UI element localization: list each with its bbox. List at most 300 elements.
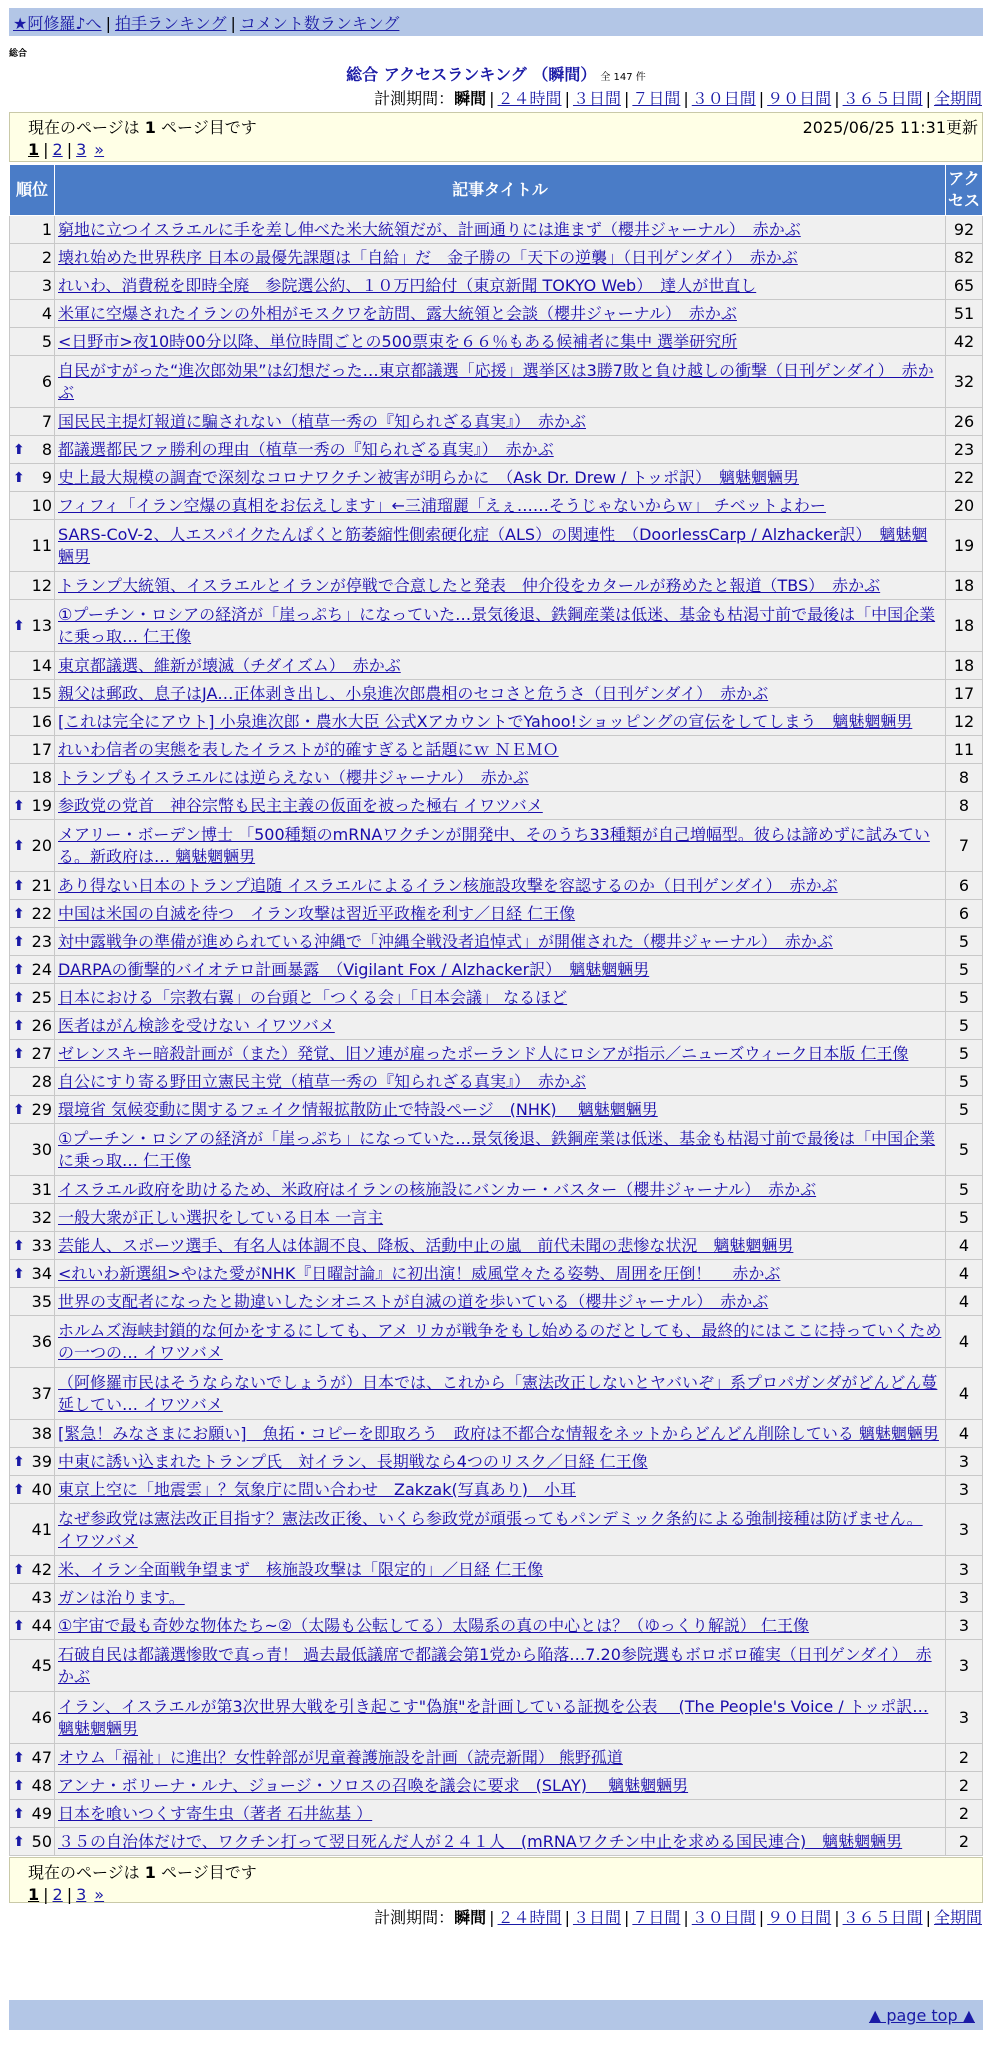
access-count: 18 (946, 572, 983, 600)
article-link[interactable]: 都議選都民ファ勝利の理由（植草一秀の『知られざる真実』） 赤かぶ (58, 439, 554, 459)
rank-number: 40 (31, 1479, 52, 1499)
page-current-bottom: 1 (28, 1885, 40, 1904)
article-link[interactable]: SARS-CoV-2、人エスパイクたんぱくと筋萎縮性側索硬化症（ALS）の関連性 （DoorlessCarp / Alzhacker訳） 魑魅魍魎男 (58, 524, 928, 566)
table-row (10, 736, 983, 764)
nav-comment-ranking[interactable]: コメント数ランキング (239, 14, 400, 33)
page-title: 総合 アクセスランキング （瞬間） (346, 65, 597, 84)
article-link[interactable]: 壊れ始めた世界秩序 日本の最優先課題は「自給」だ 金子勝の「天下の逆襲」（日刊ゲンダイ） 赤かぶ (58, 247, 798, 267)
rank-number: 13 (31, 615, 52, 635)
title-cell (55, 1640, 946, 1692)
rank-cell (10, 272, 55, 300)
title-cell (55, 1584, 946, 1612)
page-link-2-bottom[interactable]: 2 (52, 1885, 63, 1904)
article-link[interactable]: <日野市>夜10時00分以降、単位時間ごとの500票束を６６％もある候補者に集中 選挙研究所 (58, 331, 738, 351)
title-cell (55, 1612, 946, 1640)
title-cell (55, 1692, 946, 1744)
rank-number: 27 (31, 1043, 52, 1063)
rank-number: 12 (31, 575, 52, 595)
header-access: アクセス (946, 165, 983, 216)
title-cell (55, 436, 946, 464)
rank-number: 15 (31, 683, 52, 703)
rank-number: 17 (31, 739, 52, 759)
article-link[interactable]: 東京上空に「地震雲」？気象庁に問い合わせ Zakzak(写真あり) 小耳 (58, 1479, 576, 1499)
page-links: 1 | 2 | 3 » (28, 140, 105, 159)
access-count: 4 (946, 1232, 983, 1260)
table-row (10, 1012, 983, 1040)
access-count: 5 (946, 956, 983, 984)
article-link[interactable]: トランプ大統領、イスラエルとイランが停戦で合意したと発表 仲介役をカタールが務めたと報道（TBS） 赤かぶ (58, 575, 881, 595)
rank-number: 1 (41, 219, 52, 239)
total-count: 全 147 件 (600, 72, 646, 83)
table-row (10, 1124, 983, 1176)
rank-number: 44 (31, 1615, 52, 1635)
access-count: 8 (946, 764, 983, 792)
table-row (10, 984, 983, 1012)
access-count: 4 (946, 1368, 983, 1420)
nav-asyura-home[interactable]: ★阿修羅♪へ (13, 14, 102, 33)
rank-number: 24 (31, 959, 52, 979)
access-count: 6 (946, 872, 983, 900)
period-link-30d[interactable]: ３０日間 (691, 89, 756, 108)
access-count: 5 (946, 1068, 983, 1096)
rank-number: 47 (31, 1747, 52, 1767)
nav-clap-ranking[interactable]: 拍手ランキング (114, 14, 227, 33)
table-row (10, 820, 983, 872)
rank-number: 19 (31, 795, 52, 815)
article-link[interactable]: ガンは治ります。 (58, 1587, 185, 1607)
rank-cell (10, 1124, 55, 1176)
rank-cell (10, 1772, 55, 1800)
table-row (10, 1640, 983, 1692)
rank-cell (10, 216, 55, 244)
rank-cell (10, 1692, 55, 1744)
table-row (10, 464, 983, 492)
title-cell (55, 272, 946, 300)
rank-number: 16 (31, 711, 52, 731)
table-row (10, 492, 983, 520)
period-link-365d[interactable]: ３６５日間 (842, 89, 923, 108)
access-count: 3 (946, 1476, 983, 1504)
up-arrow-icon: ⬆ (13, 1045, 25, 1062)
period-link-7d-bottom[interactable]: ７日間 (632, 1908, 681, 1927)
up-arrow-icon: ⬆ (13, 1561, 25, 1578)
title-cell (55, 356, 946, 408)
article-link[interactable]: 芸能人、スポーツ選手、有名人は体調不良、降板、活動中止の嵐 前代未聞の悲惨な状況 魑魅魍魎男 (58, 1235, 794, 1255)
table-row (10, 680, 983, 708)
page-links-bottom: 1 | 2 | 3 » (28, 1885, 105, 1904)
rank-number: 39 (31, 1451, 52, 1471)
title-cell (55, 1012, 946, 1040)
access-count: 22 (946, 464, 983, 492)
table-row (10, 928, 983, 956)
page-link-3-bottom[interactable]: 3 (76, 1885, 87, 1904)
rank-number: 2 (41, 247, 52, 267)
rank-cell (10, 1800, 55, 1828)
access-count: 3 (946, 1640, 983, 1692)
article-link[interactable]: 一般大衆が正しい選択をしている日本 一言主 (58, 1207, 384, 1227)
rank-cell (10, 1556, 55, 1584)
article-link[interactable]: DARPAの衝撃的バイオテロ計画暴露 （Vigilant Fox / Alzhacker訳） 魑魅魍魎男 (58, 959, 650, 979)
table-row (10, 1068, 983, 1096)
rank-number: 37 (31, 1383, 52, 1403)
rank-number: 26 (31, 1015, 52, 1035)
up-arrow-icon: ⬆ (13, 1017, 25, 1034)
article-link[interactable]: 対中露戦争の準備が進められている沖縄で「沖縄全戦没者追悼式」が開催された（櫻井ジャーナル） 赤かぶ (58, 931, 833, 951)
access-count: 19 (946, 520, 983, 572)
rank-cell (10, 572, 55, 600)
article-link[interactable]: （阿修羅市民はそうならないでしょうが）日本では、これから「憲法改正しないとヤバいぞ」系プロパガンダがどんどん蔓延してい… イワツバメ (58, 1372, 938, 1414)
access-count: 3 (946, 1448, 983, 1476)
title-cell (55, 764, 946, 792)
table-row (10, 436, 983, 464)
access-count: 3 (946, 1584, 983, 1612)
access-count: 5 (946, 1096, 983, 1124)
article-link[interactable]: 医者はがん検診を受けない イワツバメ (58, 1015, 335, 1035)
article-link[interactable]: ゼレンスキー暗殺計画が（また）発覚、旧ソ連が雇ったポーランド人にロシアが指示／ニューズウィーク日本版 仁王像 (58, 1043, 909, 1063)
access-count: 51 (946, 300, 983, 328)
title-cell (55, 464, 946, 492)
title-cell (55, 872, 946, 900)
up-arrow-icon: ⬆ (13, 1805, 25, 1822)
table-row (10, 1612, 983, 1640)
period-link-all[interactable]: 全期間 (933, 89, 982, 108)
rank-cell (10, 736, 55, 764)
rank-number: 8 (41, 439, 52, 459)
period-link-90d[interactable]: ９０日間 (767, 89, 832, 108)
rank-cell (10, 900, 55, 928)
title-cell (55, 1040, 946, 1068)
access-count: 3 (946, 1692, 983, 1744)
table-row (10, 272, 983, 300)
article-link[interactable]: 親父は郵政、息子はJA…正体剥き出し、小泉進次郎農相のセコさと危うさ（日刊ゲンダイ） 赤かぶ (58, 683, 769, 703)
access-count: 3 (946, 1504, 983, 1556)
period-link-7d[interactable]: ７日間 (632, 89, 681, 108)
rank-number: 30 (31, 1139, 52, 1159)
rank-cell (10, 708, 55, 736)
article-link[interactable]: ①プーチン・ロシアの経済が「崖っぷち」になっていた…景気後退、鉄鋼産業は低迷、基金も枯渇寸前で最後は「中国企業に乗っ取… 仁王像 (58, 1128, 936, 1170)
title-cell (55, 1800, 946, 1828)
title-cell (55, 956, 946, 984)
title-cell (55, 492, 946, 520)
table-row (10, 1448, 983, 1476)
article-link[interactable]: [これは完全にアウト] 小泉進次郎・農水大臣 公式XアカウントでYahoo!ショッピングの宣伝をしてしまう 魑魅魍魎男 (58, 711, 913, 731)
access-count: 26 (946, 408, 983, 436)
rank-number: 34 (31, 1263, 52, 1283)
rank-number: 4 (41, 303, 52, 323)
article-link[interactable]: あり得ない日本のトランプ追随 イスラエルによるイラン核施設攻撃を容認するのか（日刊ゲンダイ） 赤かぶ (58, 875, 838, 895)
title-cell (55, 1744, 946, 1772)
title-cell (55, 1368, 946, 1420)
access-count: 2 (946, 1828, 983, 1856)
rank-number: 29 (31, 1099, 52, 1119)
up-arrow-icon: ⬆ (13, 441, 25, 458)
article-link[interactable]: ①宇宙で最も奇妙な物体たち~②（太陽も公転してる）太陽系の真の中心とは？（ゆっくり解説） 仁王像 (58, 1615, 810, 1635)
page-link-2[interactable]: 2 (52, 140, 63, 159)
article-link[interactable]: 米、イラン全面戦争望まず 核施設攻撃は「限定的」／日経 仁王像 (58, 1559, 544, 1579)
rank-number: 7 (41, 411, 52, 431)
article-link[interactable]: 環境省 気候変動に関するフェイク情報拡散防止で特設ページ (NHK) 魑魅魍魎男 (58, 1099, 658, 1119)
article-link[interactable]: 窮地に立つイスラエルに手を差し伸べた米大統領だが、計画通りには進まず（櫻井ジャーナル） 赤かぶ (58, 219, 801, 239)
rank-cell (10, 1096, 55, 1124)
rank-number: 50 (31, 1831, 52, 1851)
article-link[interactable]: れいわ信者の実態を表したイラストが的確すぎると話題にｗ ＮＥＭＯ (58, 739, 559, 759)
rank-cell (10, 792, 55, 820)
table-row (10, 956, 983, 984)
table-row (10, 1204, 983, 1232)
access-count: 2 (946, 1800, 983, 1828)
rank-number: 21 (31, 875, 52, 895)
rank-cell (10, 1232, 55, 1260)
page-next[interactable]: » (94, 140, 105, 159)
page-current: 1 (28, 140, 40, 159)
table-row (10, 1772, 983, 1800)
rank-cell (10, 244, 55, 272)
rank-number: 11 (31, 535, 52, 555)
section-label: 総合 (9, 49, 28, 59)
access-count: 7 (946, 820, 983, 872)
rank-cell (10, 1040, 55, 1068)
access-count: 5 (946, 928, 983, 956)
title-cell (55, 708, 946, 736)
page-top-link[interactable]: ▲ page top ▲ (868, 2006, 975, 2025)
access-count: 4 (946, 1316, 983, 1368)
access-count: 42 (946, 328, 983, 356)
article-link[interactable]: 日本を喰いつくす寄生虫（著者 石井紘基 ） (58, 1803, 373, 1823)
access-count: 18 (946, 652, 983, 680)
page-title-row (0, 62, 992, 85)
top-nav: ★阿修羅♪へ | 拍手ランキング | コメント数ランキング (9, 8, 983, 36)
article-link[interactable]: ホルムズ海峡封鎖的な何かをするにしても、アメ リカが戦争をもし始めるのだとしても、最終的にはここに持っていくための一つの… イワツバメ (58, 1320, 942, 1362)
table-row (10, 1176, 983, 1204)
ranking-body (10, 216, 983, 1856)
access-count: 3 (946, 1612, 983, 1640)
access-count: 32 (946, 356, 983, 408)
title-cell (55, 736, 946, 764)
article-link[interactable]: オウム「福祉」に進出？女性幹部が児童養護施設を計画（読売新聞） 熊野孤道 (58, 1747, 623, 1767)
article-link[interactable]: 米軍に空爆されたイランの外相がモスクワを訪問、露大統領と会談（櫻井ジャーナル） 赤かぶ (58, 303, 737, 323)
header-title: 記事タイトル (55, 165, 946, 216)
table-row (10, 1800, 983, 1828)
table-row (10, 1504, 983, 1556)
rank-cell (10, 1420, 55, 1448)
article-link[interactable]: 中東に誘い込まれたトランプ氏 対イラン、長期戦なら4つのリスク／日経 仁王像 (58, 1451, 648, 1471)
pager-bottom (9, 1857, 983, 1903)
page-link-3[interactable]: 3 (76, 140, 87, 159)
period-link-24h-bottom[interactable]: ２４時間 (497, 1908, 562, 1927)
up-arrow-icon: ⬆ (13, 617, 25, 634)
article-link[interactable]: 自公にすり寄る野田立憲民主党（植草一秀の『知られざる真実』） 赤かぶ (58, 1071, 587, 1091)
rank-cell (10, 1476, 55, 1504)
up-arrow-icon: ⬆ (13, 1265, 25, 1282)
table-row (10, 244, 983, 272)
article-link[interactable]: 世界の支配者になったと勘違いしたシオニストが自滅の道を歩いている（櫻井ジャーナル） 赤かぶ (58, 1291, 769, 1311)
title-cell (55, 1232, 946, 1260)
period-link-90d-bottom[interactable]: ９０日間 (767, 1908, 832, 1927)
table-row (10, 1040, 983, 1068)
rank-cell (10, 764, 55, 792)
table-row (10, 1556, 983, 1584)
access-count: 5 (946, 984, 983, 1012)
rank-number: 31 (31, 1179, 52, 1199)
table-row (10, 764, 983, 792)
title-cell (55, 900, 946, 928)
rank-number: 49 (31, 1803, 52, 1823)
article-link[interactable]: 中国は米国の自滅を待つ イラン攻撃は習近平政権を利す／日経 仁王像 (58, 903, 576, 923)
article-link[interactable]: トランプもイスラエルには逆らえない（櫻井ジャーナル） 赤かぶ (58, 767, 529, 787)
period-link-30d-bottom[interactable]: ３０日間 (691, 1908, 756, 1927)
period-current: 瞬間 (454, 89, 487, 108)
rank-cell (10, 436, 55, 464)
article-link[interactable]: <れいわ新選組>やはた愛がNHK『日曜討論』に初出演！威風堂々たる姿勢、周囲を圧倒！ 赤かぶ (58, 1263, 781, 1283)
up-arrow-icon: ⬆ (13, 1101, 25, 1118)
table-row (10, 408, 983, 436)
rank-number: 9 (41, 467, 52, 487)
title-cell (55, 1096, 946, 1124)
rank-number: 3 (41, 275, 52, 295)
article-link[interactable]: れいわ、消費税を即時全廃 参院選公約、１０万円給付（東京新聞 TOKYO Web） 達人が世直し (58, 275, 757, 295)
up-arrow-icon: ⬆ (13, 877, 25, 894)
table-row (10, 792, 983, 820)
period-link-3d[interactable]: ３日間 (572, 89, 621, 108)
up-arrow-icon: ⬆ (13, 1617, 25, 1634)
article-link[interactable]: ３５の自治体だけで、ワクチン打って翌日死んだ人が２４１人 (mRNAワクチン中止を求める国民連合) 魑魅魍魎男 (58, 1831, 903, 1851)
title-cell (55, 1260, 946, 1288)
title-cell (55, 520, 946, 572)
rank-cell (10, 1288, 55, 1316)
up-arrow-icon: ⬆ (13, 1833, 25, 1850)
title-cell (55, 1476, 946, 1504)
article-link[interactable]: アンナ・ボリーナ・ルナ、ジョージ・ソロスの召喚を議会に要求 (SLAY) 魑魅魍魎男 (58, 1775, 689, 1795)
title-cell (55, 984, 946, 1012)
rank-cell (10, 1744, 55, 1772)
table-row (10, 1316, 983, 1368)
access-count: 12 (946, 708, 983, 736)
rank-number: 36 (31, 1331, 52, 1351)
up-arrow-icon: ⬆ (13, 837, 25, 854)
up-arrow-icon: ⬆ (13, 905, 25, 922)
rank-cell (10, 1204, 55, 1232)
article-link[interactable]: [緊急！みなさまにお願い] 魚拓・コピーを即取ろう 政府は不都合な情報をネットからどんどん削除している 魑魅魍魎男 (58, 1423, 939, 1443)
title-cell (55, 216, 946, 244)
article-link[interactable]: 史上最大規模の調査で深刻なコロナワクチン被害が明らかに （Ask Dr. Drew / トッポ訳） 魑魅魍魎男 (58, 467, 799, 487)
rank-cell (10, 820, 55, 872)
access-count: 65 (946, 272, 983, 300)
article-link[interactable]: 国民民主提灯報道に騙されない（植草一秀の『知られざる真実』） 赤かぶ (58, 411, 587, 431)
rank-cell (10, 1828, 55, 1856)
rank-cell (10, 1316, 55, 1368)
table-row (10, 1288, 983, 1316)
title-cell (55, 572, 946, 600)
rank-number: 45 (31, 1655, 52, 1675)
table-row (10, 900, 983, 928)
article-link[interactable]: イラン、イスラエルが第3次世界大戦を引き起こす"偽旗"を計画している証拠を公表 (The People's Voice / トッポ訳… 魑魅魍魎男 (58, 1696, 929, 1738)
title-cell (55, 792, 946, 820)
title-cell (55, 1288, 946, 1316)
up-arrow-icon: ⬆ (13, 1777, 25, 1794)
period-link-all-bottom[interactable]: 全期間 (933, 1908, 982, 1927)
article-link[interactable]: 自民がすがった“進次郎効果”は幻想だった…東京都議選「応援」選挙区は3勝7敗と負け越しの衝撃（日刊ゲンダイ） 赤かぶ (58, 360, 934, 402)
title-cell (55, 1556, 946, 1584)
rank-cell (10, 1012, 55, 1040)
period-link-365d-bottom[interactable]: ３６５日間 (842, 1908, 923, 1927)
article-link[interactable]: 石破自民は都議選惨敗で真っ青！ 過去最低議席で都議会第1党から陥落…7.20参院選もボロボロ確実（日刊ゲンダイ） 赤かぶ (58, 1644, 932, 1686)
rank-number: 20 (31, 835, 52, 855)
rank-cell (10, 328, 55, 356)
access-count: 11 (946, 736, 983, 764)
title-cell (55, 328, 946, 356)
table-row (10, 1420, 983, 1448)
table-row (10, 652, 983, 680)
rank-number: 18 (31, 767, 52, 787)
period-link-3d-bottom[interactable]: ３日間 (572, 1908, 621, 1927)
pager-status: 現在のページは 1 ページ目です (28, 118, 257, 137)
article-link[interactable]: なぜ参政党は憲法改正目指す？憲法改正後、いくら参政党が頑張ってもパンデミック条約による強制接種は防げません。 イワツバメ (58, 1508, 923, 1550)
rank-number: 35 (31, 1291, 52, 1311)
rank-number: 23 (31, 931, 52, 951)
title-cell (55, 1204, 946, 1232)
access-count: 5 (946, 1204, 983, 1232)
rank-cell (10, 356, 55, 408)
access-count: 2 (946, 1772, 983, 1800)
period-selector-bottom: 計測期間：瞬間 | ２４時間 | ３日間 | ７日間 | ３０日間 | ９０日間 | ３６５日間 | 全期間 (374, 1908, 982, 1927)
title-cell (55, 1176, 946, 1204)
rank-number: 6 (41, 371, 52, 391)
access-count: 82 (946, 244, 983, 272)
title-cell (55, 1828, 946, 1856)
article-link[interactable]: イスラエル政府を助けるため、米政府はイランの核施設にバンカー・バスター（櫻井ジャーナル） 赤かぶ (58, 1179, 817, 1199)
rank-cell (10, 520, 55, 572)
access-count: 17 (946, 680, 983, 708)
title-cell (55, 680, 946, 708)
article-link[interactable]: メアリー・ボーデン博士 「500種類のmRNAワクチンが開発中、そのうち33種類が自己増幅型。彼らは諦めずに試みている。新政府は… 魑魅魍魎男 (58, 824, 930, 866)
article-link[interactable]: 参政党の党首 神谷宗幣も民主主義の仮面を被った極右 イワツバメ (58, 795, 543, 815)
rank-number: 33 (31, 1235, 52, 1255)
title-cell (55, 300, 946, 328)
rank-cell (10, 680, 55, 708)
article-link[interactable]: ①プーチン・ロシアの経済が「崖っぷち」になっていた…景気後退、鉄鋼産業は低迷、基金も枯渇寸前で最後は「中国企業に乗っ取… 仁王像 (58, 604, 936, 646)
access-count: 4 (946, 1260, 983, 1288)
rank-cell (10, 928, 55, 956)
period-label-bottom: 計測期間： (374, 1908, 455, 1927)
updated-time: 2025/06/25 11:31更新 (802, 118, 978, 137)
rank-cell (10, 408, 55, 436)
article-link[interactable]: 東京都議選、維新が壊滅（チダイズム） 赤かぶ (58, 655, 401, 675)
rank-number: 10 (31, 495, 52, 515)
rank-number: 43 (31, 1587, 52, 1607)
access-count: 4 (946, 1420, 983, 1448)
period-link-24h[interactable]: ２４時間 (497, 89, 562, 108)
table-row (10, 572, 983, 600)
title-cell (55, 600, 946, 652)
rank-cell (10, 872, 55, 900)
access-count: 92 (946, 216, 983, 244)
table-row (10, 1828, 983, 1856)
article-link[interactable]: 日本における「宗教右翼」の台頭と「つくる会」「日本会議」 なるほど (58, 987, 568, 1007)
rank-number: 22 (31, 903, 52, 923)
page-next-bottom[interactable]: » (94, 1885, 105, 1904)
table-row (10, 872, 983, 900)
title-cell (55, 928, 946, 956)
rank-cell (10, 300, 55, 328)
access-count: 4 (946, 1288, 983, 1316)
table-row (10, 520, 983, 572)
title-cell (55, 1448, 946, 1476)
access-count: 5 (946, 1124, 983, 1176)
article-link[interactable]: フィフィ「イラン空爆の真相をお伝えします」←三浦瑠麗「えぇ……そうじゃないからｗ」 チベットよわー (58, 495, 826, 515)
up-arrow-icon: ⬆ (13, 933, 25, 950)
rank-cell (10, 652, 55, 680)
up-arrow-icon: ⬆ (13, 1481, 25, 1498)
